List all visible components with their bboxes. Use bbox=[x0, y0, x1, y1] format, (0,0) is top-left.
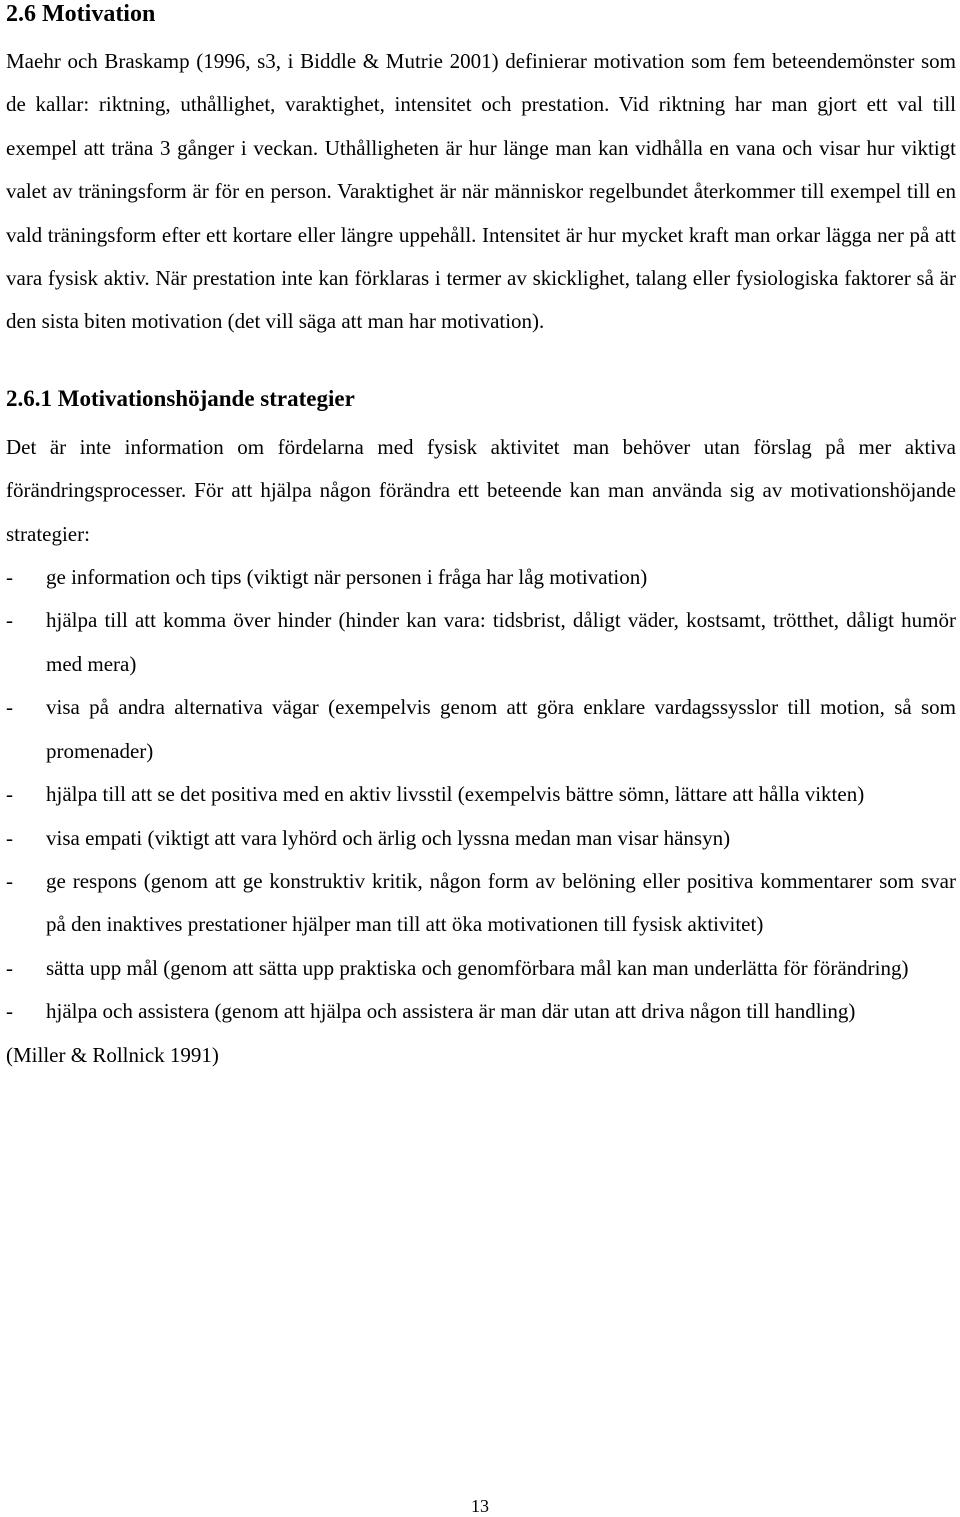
list-item-text: ge information och tips (viktigt när personen i fråga har låg motivation) bbox=[46, 565, 648, 590]
bullet-dash: - bbox=[6, 955, 13, 980]
list-item bbox=[6, 990, 956, 1033]
page-number: 13 bbox=[471, 1496, 489, 1516]
list-item bbox=[6, 947, 956, 990]
list-item bbox=[6, 860, 956, 947]
list-item bbox=[6, 556, 956, 599]
list-item-text: hjälpa och assistera (genom att hjälpa och assistera är man där utan att driva någon till handling) bbox=[46, 999, 856, 1024]
document-page bbox=[6, 0, 956, 1077]
strategies-intro-paragraph: Det är inte information om fördelarna med fysisk aktivitet man behöver utan förslag på mer aktiva förändringsprocesser. För att hjälpa någon förändra ett beteende kan man använda sig av motivationshöjande strategier: bbox=[6, 434, 956, 546]
list-item bbox=[6, 817, 956, 860]
section-title: 2.6 Motivation bbox=[6, 1, 156, 27]
list-item-text: ge respons (genom att ge konstruktiv kritik, någon form av belöning eller positiva kommentarer som svar på den inaktives prestationer hjälper man till att öka motivationen till fysisk aktivitet) bbox=[46, 868, 956, 937]
list-item bbox=[6, 773, 956, 816]
bullet-dash: - bbox=[6, 868, 13, 893]
subsection-title: 2.6.1 Motivationshöjande strategier bbox=[6, 385, 355, 411]
strategies-list bbox=[6, 556, 956, 1033]
list-item-text: hjälpa till att komma över hinder (hinder kan vara: tidsbrist, dåligt väder, kostsamt, trötthet, dåligt humör med mera) bbox=[46, 608, 956, 676]
bullet-dash: - bbox=[6, 782, 13, 807]
list-item-text: visa empati (viktigt att vara lyhörd och ärlig och lyssna medan man visar hänsyn) bbox=[46, 825, 731, 850]
list-item bbox=[6, 686, 956, 773]
bullet-dash: - bbox=[6, 999, 13, 1024]
citation: (Miller & Rollnick 1991) bbox=[6, 1042, 219, 1067]
list-item bbox=[6, 599, 956, 686]
bullet-dash: - bbox=[6, 695, 13, 720]
list-item-text: hjälpa till att se det positiva med en aktiv livsstil (exempelvis bättre sömn, lättare att hålla vikten) bbox=[46, 782, 865, 807]
bullet-dash: - bbox=[6, 565, 13, 590]
bullet-dash: - bbox=[6, 608, 13, 633]
list-item-text: sätta upp mål (genom att sätta upp praktiska och genomförbara mål kan man underlätta för förändring) bbox=[46, 955, 909, 980]
list-item-text: visa på andra alternativa vägar (exempelvis genom att göra enklare vardagssysslor till motion, så som promenader) bbox=[46, 695, 956, 763]
motivation-paragraph: Maehr och Braskamp (1996, s3, i Biddle & Mutrie 2001) definierar motivation som fem beteendemönster som de kallar: riktning, uthållighet, varaktighet, intensitet och prestation. Vid riktning har man gjort ett val till exempel att träna 3 gånger i veckan. Uthålligheten är hur länge man kan vidhålla en vana och visar hur viktigt valet av träningsform är för en person. Varaktighet är när människor regelbundet återkommer till exempel till en vald träningsform efter ett kortare eller längre uppehåll. Intensitet är hur mycket kraft man orkar lägga ner på att vara fysisk aktiv. När prestation inte kan förklaras i termer av skicklighet, talang eller fysiologiska faktorer så är den sista biten motivation (det vill säga att man har motivation). bbox=[6, 49, 956, 334]
bullet-dash: - bbox=[6, 825, 13, 850]
